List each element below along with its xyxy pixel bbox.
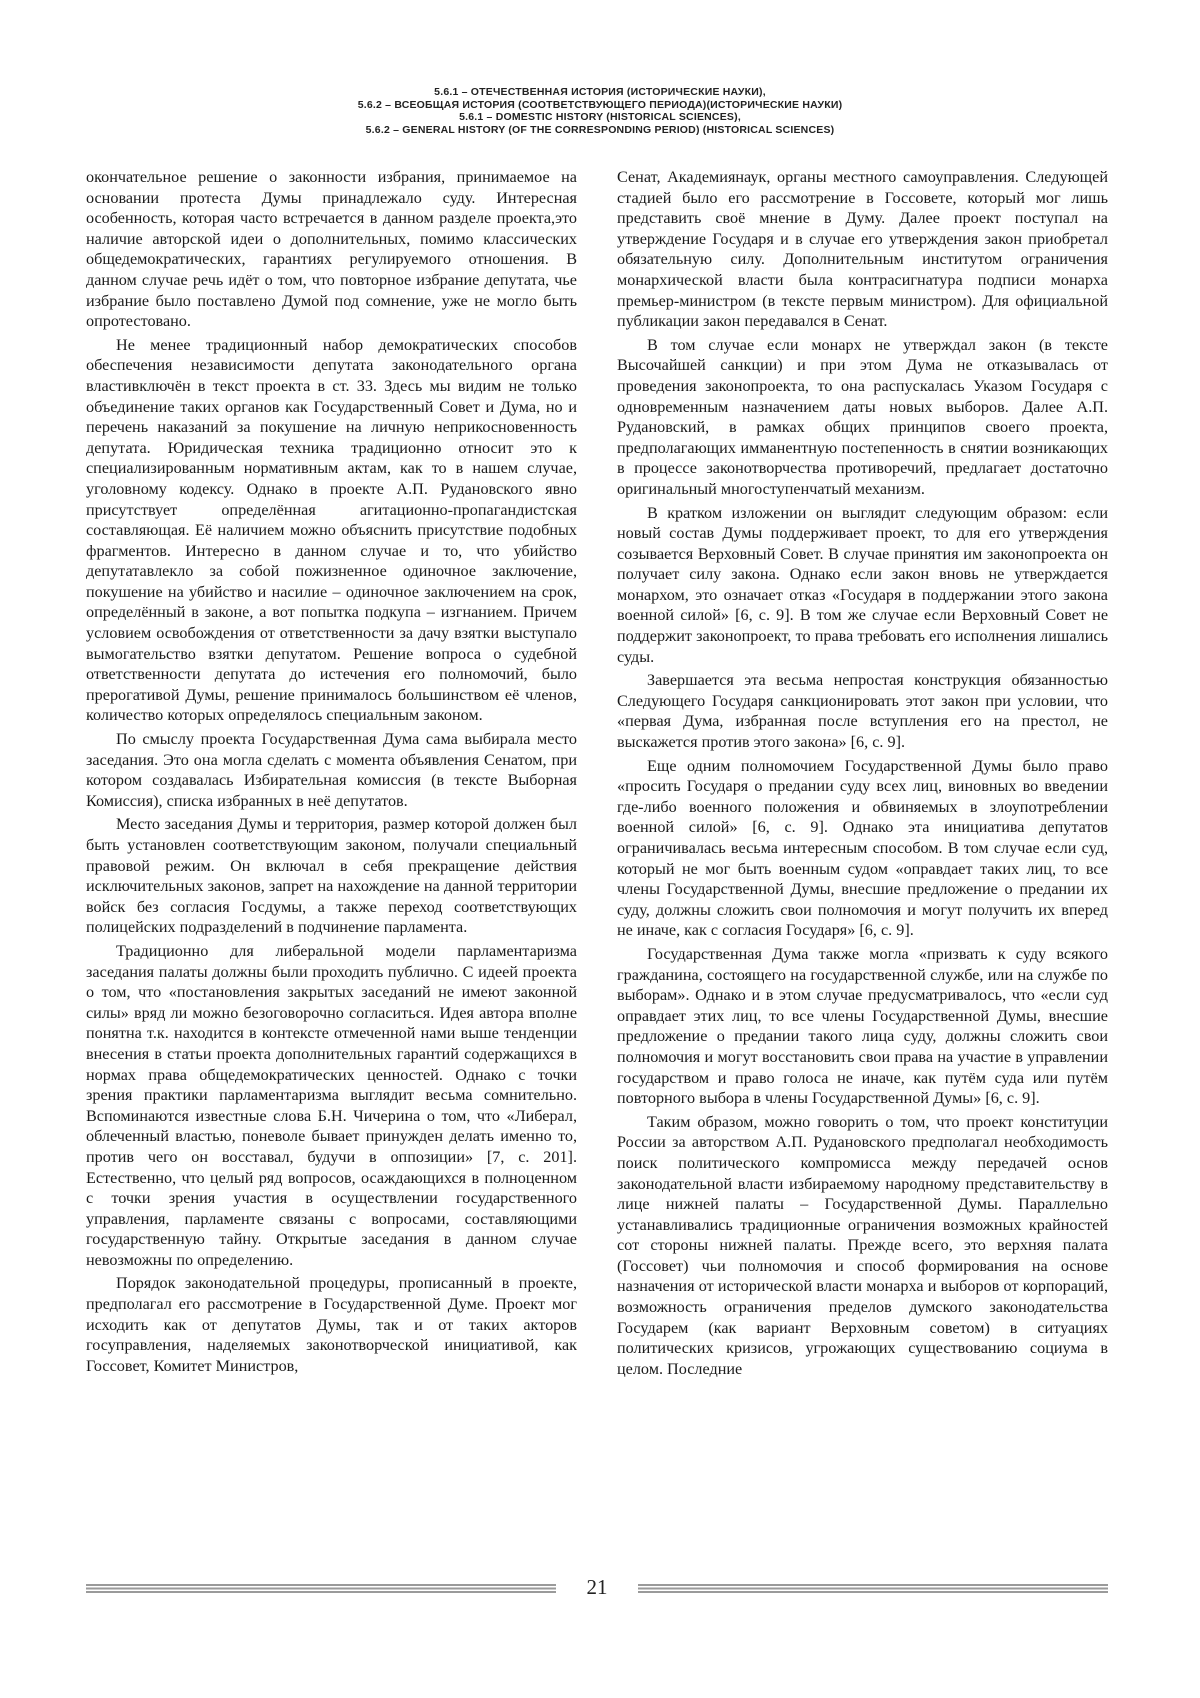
paragraph: В кратком изложении он выглядит следующим образом: если новый состав Думы поддерживает проект, то для его утверждения созывается Верховный Совет. В случае принятия им законопроекта он получает силу закона. Однако если закон вновь не утверждается монархом, это означает отказ «Государя в поддержании этого закона военной силой» [6, с. 9]. В том же случае если Верховный Совет не поддержит законопроект, то права требовать его исполнения лишались суды. (617, 503, 1108, 666)
right-text-column (617, 167, 1108, 1382)
paragraph: По смыслу проекта Государственная Дума сама выбирала место заседания. Это она могла сделать с момента объявления Сенатом, при котором создавалась Избирательная комиссия (в тексте Выборная Комиссия), списка избранных в неё депутатов. (86, 730, 577, 810)
header-line-1: 5.6.1 – ОТЕЧЕСТВЕННАЯ ИСТОРИЯ (ИСТОРИЧЕСКИЕ НАУКИ), (434, 86, 766, 98)
paragraph: Не менее традиционный набор демократических способов обеспечения независимости депутата законодательного органа властивключён в текст проекта в ст. 33. Здесь мы видим не только объединение таких органов как Государственный Совет и Дума, но и перечень наказаний за покушение на личную неприкосновенность депутата. Юридическая техника традиционно относит это к специализированным нормативным актам, как то в нашем случае, уголовному кодексу. Однако в проекте А.П. Рудановского явно присутствует определённая агитационно-пропагандистская составляющая. Её наличием можно объяснить присутствие подобных фрагментов. Интересно в данном случае и то, что убийство депутатавлекло за собой пожизненное одиночное заключение, покушение на убийство и насилие – одиночное заключением на срок, определённый в законе, а вот попытка подкупа – изгнанием. Причем условием освобождения от ответственности за дачу взятки выступало вымогательство взятки депутатом. Решение вопроса о судебной ответственности депутата до истечения его полномочий, было прерогативой Думы, решение принималось большинством её членов, количество которых определялось специальным законом. (86, 335, 577, 725)
running-header (0, 86, 1200, 136)
footer-rule-right (638, 1584, 1108, 1593)
paragraph: Традиционно для либеральной модели парламентаризма заседания палаты должны были проходить публично. С идеей проекта о том, что «постановления закрытых заседаний не имеют законной силы» вряд ли можно безоговорочно согласиться. Идея автора вполне понятна т.к. находится в контексте отмеченной нами выше тенденции внесения в статьи проекта дополнительных гарантий содержащихся в нормах права общедемократических ценностей. Однако с точки зрения практики парламентаризма выглядит весьма сомнительно. Вспоминаются известные слова Б.Н. Чичерина о том, что «Либерал, облеченный властью, поневоле бывает принужден делать именно то, против чего он восставал, будучи в оппозиции» [7, с. 201]. Естественно, что целый ряд вопросов, осаждающихся в полноценном с точки зрения участия в осуществлении государственного управления, парламенте связаны с вопросами, составляющими государственную тайну. Открытые заседания в данном случае невозможны по определению. (86, 941, 577, 1269)
paragraph: Завершается эта весьма непростая конструкция обязанностью Следующего Государя санкционировать этот закон при условии, что «первая Дума, избранная после вступления его на престол, не выскажется против этого закона» [6, с. 9]. (617, 671, 1108, 752)
paragraph: Государственная Дума также могла «призвать к суду всякого гражданина, состоящего на государственной службе, или на службе по выборам». Однако и в этом случае предусматривалось, что «если суд оправдает этих лиц, то все члены Государственной Думы, внесшие предложение о предании такого лица суду, должны сложить свои полномочия и могут восстановить свои права на участие в управлении государством и право голоса не иначе, как путём суда или путём повторного выбора в члены Государственной Думы» [6, с. 9]. (617, 944, 1108, 1108)
left-text-column (86, 167, 577, 1379)
paragraph: окончательное решение о законности избрания, принимаемое на основании протеста Думы принадлежало суду. Интересная особенность, которая часто встречается в данном разделе проекта,это наличие авторской идеи о дополнительных, помимо классических общедемократических, гарантиях регулируемого отношения. В данном случае речь идёт о том, что повторное избрание депутата, чье избрание было поставлено Думой под сомнение, уже не могло быть опротестовано. (86, 168, 577, 331)
paragraph: Еще одним полномочием Государственной Думы было право «просить Государя о предании суду всех лиц, виновных во введении где-либо военного положения и обвиняемых в злоупотреблении военной силой» [6, с. 9]. Однако эта инициатива депутатов ограничивалась весьма интересным способом. В том случае если суд, который не мог быть военным судом «оправдает таких лиц, то все члены Государственной Думы, внесшие предложение о предании их суду, должны сложить свои полномочия и могут получить их вперед не иначе, как с согласия Государя» [6, с. 9]. (617, 756, 1108, 940)
header-line-3: 5.6.1 – DOMESTIC HISTORY (HISTORICAL SCIENCES), (459, 111, 741, 123)
paragraph: Сенат, Академиянаук, органы местного самоуправления. Следующей стадией было его рассмотрение в Госсовете, который мог лишь представить своё мнение в Думу. Далее проект поступал на утверждение Государя и в случае его утверждения закон приобретал обязательную силу. Дополнительным институтом ограничения монархической власти была контрасигнатура подписи монарха премьер-министром (в тексте первым министром). Для официальной публикации закон передавался в Сенат. (617, 168, 1108, 331)
header-line-4: 5.6.2 – GENERAL HISTORY (OF THE CORRESPONDING PERIOD) (HISTORICAL SCIENCES) (365, 123, 835, 136)
paragraph: Таким образом, можно говорить о том, что проект конституции России за авторством А.П. Рудановского предполагал необходимость поиск политического компромисса между передачей основ законодательной власти избираемому народному представительству в лице нижней палаты – Государственной Думы. Параллельно устанавливались традиционные ограничения возможных крайностей сот стороны нижней палаты. Прежде всего, это верхняя палата (Госсовет) чьи полномочия и способ формирования на основе назначения от исторической власти монарха и выборов от корпораций, возможность ограничения пределов думского законодательства Государем (как вариант Верховным советом) в ситуациях политических кризисов, угрожающих существованию социума в целом. Последние (617, 1112, 1108, 1378)
paragraph: Место заседания Думы и территория, размер которой должен был быть установлен соответствующим законом, получали специальный правовой режим. Он включал в себя прекращение действия исключительных законов, запрет на нахождение на данной территории войск без согласия Госдумы, а также переход соответствующих полицейских подразделений в подчинение парламента. (86, 815, 577, 937)
header-line-2: 5.6.2 – ВСЕОБЩАЯ ИСТОРИЯ (СООТВЕТСТВУЮЩЕГО ПЕРИОДА)(ИСТОРИЧЕСКИЕ НАУКИ) (357, 98, 843, 111)
paragraph: Порядок законодательной процедуры, прописанный в проекте, предполагал его рассмотрение в Государственной Думе. Проект мог исходить как от депутатов Думы, так и от таких акторов госуправления, наделяемых законотворческой инициативой, как Госсовет, Комитет Министров, (86, 1274, 577, 1375)
page-footer (86, 1575, 1108, 1599)
page-number: 21 (586, 1575, 608, 1599)
footer-rule-left (86, 1584, 556, 1593)
paragraph: В том случае если монарх не утверждал закон (в тексте Высочайшей санкции) и при этом Дума не отказывалась от проведения законопроекта, то она распускалась Указом Государя с одновременным назначением даты новых выборов. Далее А.П. Рудановский, в рамках общих принципов своего проекта, предполагающих имманентную постепенность в снятии возникающих в процессе законотворчества противоречий, предлагает достаточно оригинальный многоступенчатый механизм. (617, 335, 1108, 498)
